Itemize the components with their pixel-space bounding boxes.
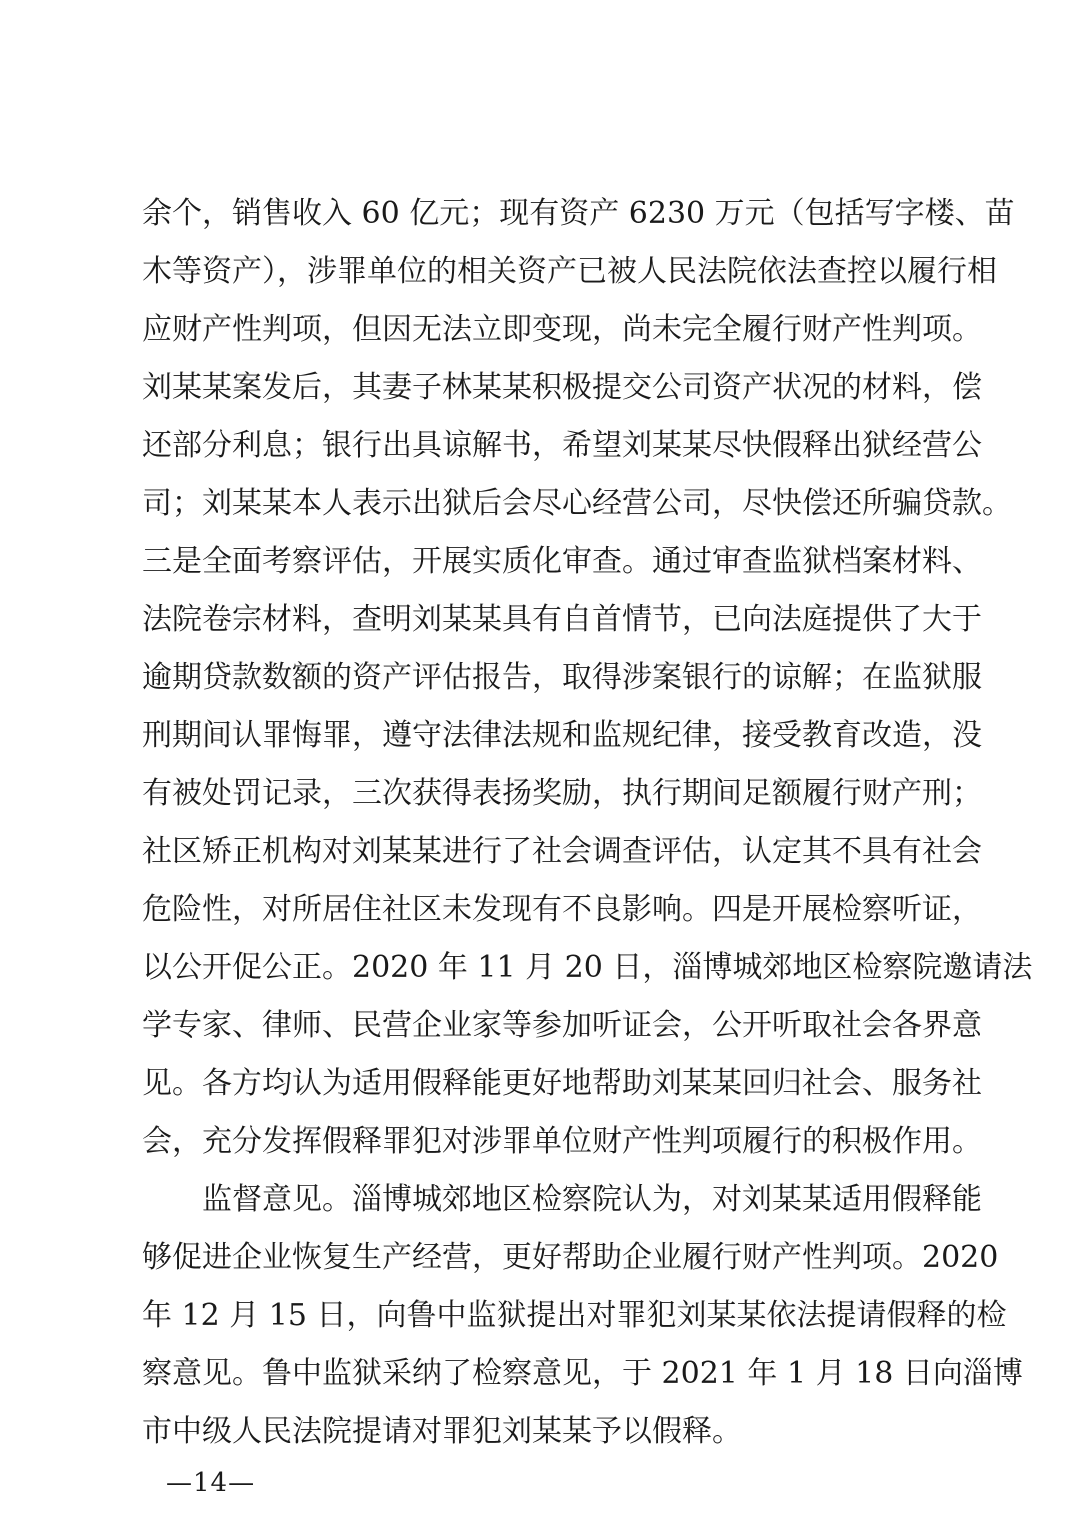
text-line: 见。各方均认为适用假释能更好地帮助刘某某回归社会、服务社: [142, 1066, 982, 1101]
text-line: 木等资产），涉罪单位的相关资产已被人民法院依法查控以履行相: [142, 254, 997, 289]
text-line: 监督意见。淄博城郊地区检察院认为，对刘某某适用假释能: [142, 1182, 982, 1217]
text-line: 学专家、律师、民营企业家等参加听证会，公开听取社会各界意: [142, 1008, 982, 1043]
text-line: 社区矫正机构对刘某某进行了社会调查评估，认定其不具有社会: [142, 834, 982, 869]
text-line: 应财产性判项，但因无法立即变现，尚未完全履行财产性判项。: [142, 312, 982, 347]
text-line: 够促进企业恢复生产经营，更好帮助企业履行财产性判项。2020: [142, 1240, 999, 1275]
text-line: 司；刘某某本人表示出狱后会尽心经营公司，尽快偿还所骗贷款。: [142, 486, 1012, 521]
text-line: 刑期间认罪悔罪，遵守法律法规和监规纪律，接受教育改造，没: [142, 718, 982, 753]
text-line: 有被处罚记录，三次获得表扬奖励，执行期间足额履行财产刑；: [142, 776, 982, 811]
text-line: 刘某某案发后，其妻子林某某积极提交公司资产状况的材料，偿: [142, 370, 982, 405]
text-line: 危险性，对所居住社区未发现有不良影响。四是开展检察听证，: [142, 892, 982, 927]
text-line: 三是全面考察评估，开展实质化审查。通过审查监狱档案材料、: [142, 544, 982, 579]
page-number: —14—: [166, 1468, 256, 1498]
text-line: 法院卷宗材料，查明刘某某具有自首情节，已向法庭提供了大于: [142, 602, 982, 637]
text-line: 年 12 月 15 日，向鲁中监狱提出对罪犯刘某某依法提请假释的检: [142, 1298, 1007, 1333]
text-line: 还部分利息；银行出具谅解书，希望刘某某尽快假释出狱经营公: [142, 428, 982, 463]
text-line: 会，充分发挥假释罪犯对涉罪单位财产性判项履行的积极作用。: [142, 1124, 982, 1159]
text-line: 逾期贷款数额的资产评估报告，取得涉案银行的谅解；在监狱服: [142, 660, 982, 695]
text-line: 以公开促公正。2020 年 11 月 20 日，淄博城郊地区检察院邀请法: [142, 950, 1033, 985]
text-line: 市中级人民法院提请对罪犯刘某某予以假释。: [142, 1414, 742, 1449]
text-line: 察意见。鲁中监狱采纳了检察意见，于 2021 年 1 月 18 日向淄博: [142, 1356, 1023, 1391]
text-line: 余个，销售收入 60 亿元；现有资产 6230 万元（包括写字楼、苗: [142, 196, 1015, 231]
